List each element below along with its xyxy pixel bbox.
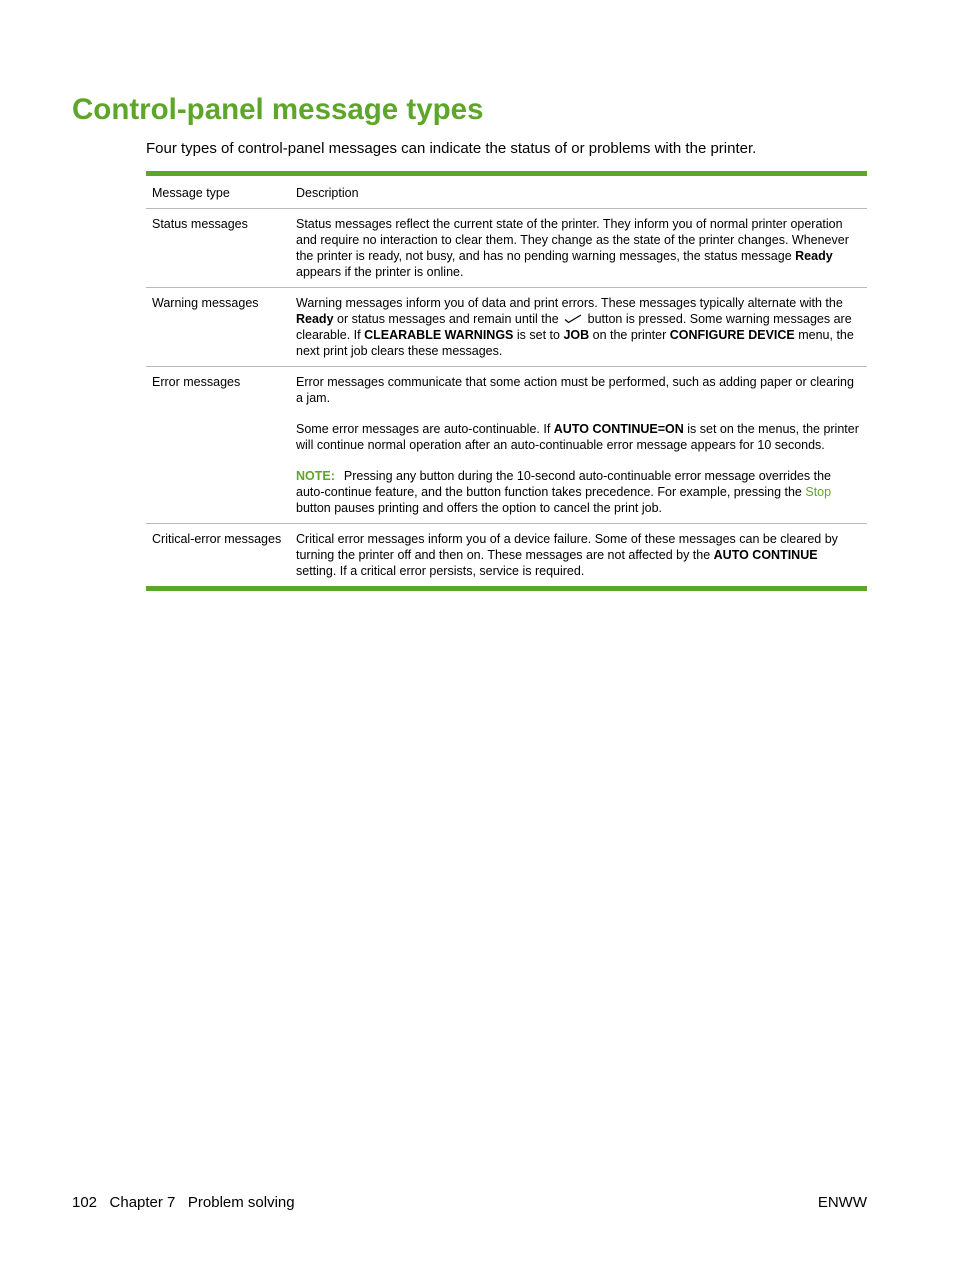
text-run: is set on the menus, the printer will continue normal operation after an auto-continuable error message appears for 10 seconds. (296, 422, 859, 452)
text-run: Pressing any button during the 10-second auto-continuable error message overrides the auto-continue feature, and the button function takes precedence. For example, pressing the (296, 469, 831, 499)
intro-text: Four types of control-panel messages can indicate the status of or problems with the printer. (146, 140, 757, 157)
footer-page-chapter: 102 Chapter 7 Problem solving (72, 1194, 295, 1211)
bold-term: AUTO CONTINUE (713, 548, 818, 562)
bold-term: CONFIGURE DEVICE (669, 328, 795, 342)
message-type-cell: Error messages (152, 375, 241, 389)
table-row-critical (146, 523, 867, 586)
table-row-status (146, 208, 867, 287)
footer-locale: ENWW (817, 1194, 867, 1211)
description-cell (290, 209, 867, 287)
description-paragraph (296, 216, 861, 280)
text-run: button is pressed. Some warning messages are clearable. If (296, 312, 852, 342)
stop-link[interactable]: Stop (805, 485, 832, 499)
page-title: Control-panel message types (72, 93, 484, 126)
note-paragraph (296, 468, 861, 516)
table-row-warning (146, 287, 867, 366)
note-label: NOTE: (296, 469, 335, 483)
message-type-cell: Status messages (152, 217, 248, 231)
checkmark-icon (564, 314, 582, 324)
message-types-table (146, 171, 867, 591)
text-run: or status messages and remain until the (333, 312, 559, 326)
text-run: appears if the printer is online. (296, 265, 464, 279)
table-header-row (146, 176, 867, 208)
text-run: Some error messages are auto-continuable. If (296, 422, 554, 436)
table-row-error (146, 366, 867, 523)
bold-term: JOB (563, 328, 590, 342)
text-run: button pauses printing and offers the option to cancel the print job. (296, 501, 662, 515)
description-cell (290, 524, 867, 586)
message-type-cell: Critical-error messages (152, 532, 282, 546)
description-paragraph (296, 421, 861, 453)
message-type-cell: Warning messages (152, 296, 259, 310)
text-run: Status messages reflect the current state of the printer. They inform you of normal printer operation and require no interaction to clear them. They change as the state of the printer changes. Whenever the printer is ready, not busy, and has no pending warning messages, the status message (296, 217, 849, 263)
bold-term: CLEARABLE WARNINGS (364, 328, 514, 342)
bold-term: Ready (296, 312, 334, 326)
column-header-message-type: Message type (152, 186, 230, 200)
bold-term: Ready (795, 249, 833, 263)
description-cell (290, 367, 867, 523)
text-run: menu, the next print job clears these messages. (296, 328, 854, 358)
bold-term: AUTO CONTINUE=ON (553, 422, 684, 436)
text-run: on the printer (589, 328, 670, 342)
description-cell (290, 288, 867, 366)
description-paragraph (296, 531, 861, 579)
description-paragraph: Error messages communicate that some action must be performed, such as adding paper or clearing a jam. (296, 375, 854, 405)
description-paragraph (296, 295, 861, 359)
column-header-description: Description (296, 186, 359, 200)
text-run: Critical error messages inform you of a device failure. Some of these messages can be cleared by turning the printer off and then on. These messages are not affected by the (296, 532, 838, 562)
text-run: Warning messages inform you of data and print errors. These messages typically alternate with the (296, 296, 843, 310)
text-run: is set to (513, 328, 564, 342)
text-run: setting. If a critical error persists, service is required. (296, 564, 585, 578)
